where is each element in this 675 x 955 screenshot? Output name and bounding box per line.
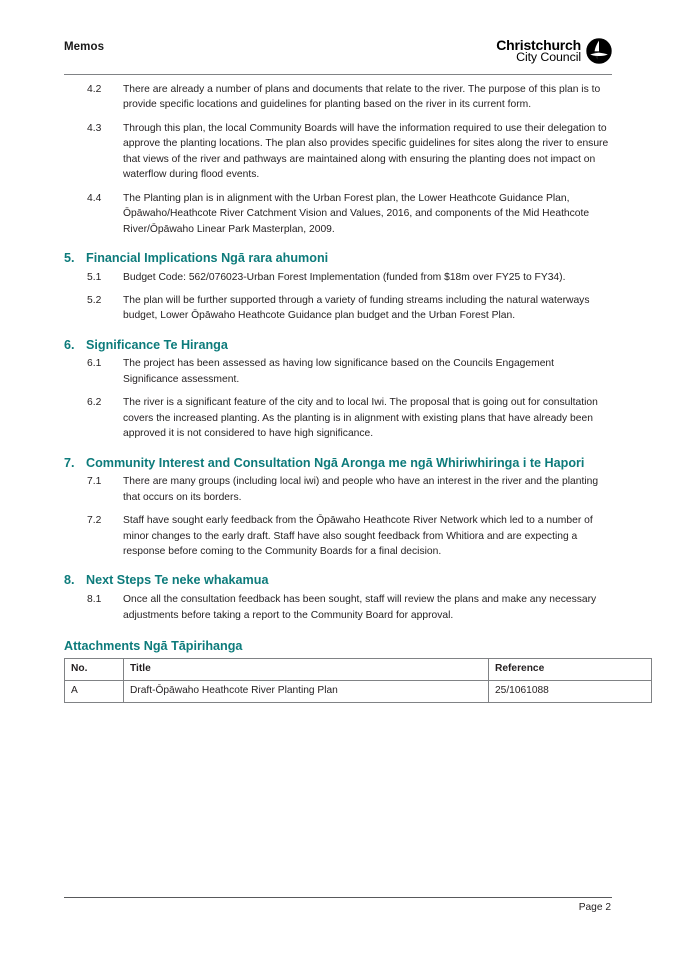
- clause-number: 4.2: [87, 84, 102, 95]
- attachments-heading: Attachments Ngā Tāpirihanga: [64, 638, 243, 653]
- column-header-title: Title: [124, 659, 489, 681]
- document-body: [64, 82, 612, 703]
- clause-number: 8.1: [87, 594, 102, 606]
- clause-text: Staff have sought early feedback from the Ōpāwaho Heathcote River Network which led to a number of minor changes to the early draft. Staff have also sought feedback from Whitiora and are expecting a response before coming to the Community Boards for a final decision.: [123, 515, 593, 558]
- clause-text: Budget Code: 562/076023-Urban Forest Implementation (funded from $18m over FY25 to FY34).: [123, 271, 566, 283]
- section-heading-5: [64, 250, 612, 267]
- section-title: Community Interest and Consultation Ngā Aronga me ngā Whiriwhiringa i te Hapori: [86, 455, 585, 470]
- list-item: [64, 474, 612, 505]
- christchurch-city-council-logo-icon: [586, 38, 612, 64]
- clause-text: Once all the consultation feedback has been sought, staff will review the plans and make any necessary adjustments before taking a report to the Community Board for approval.: [123, 594, 597, 621]
- list-item: [64, 513, 612, 559]
- clause-text: The river is a significant feature of the city and to local Iwi. The proposal that is going out for consultation covers the increased planting. As the planting is in alignment with existing plans that have already been approved it is not considered to have high significance.: [123, 397, 598, 440]
- table-row: [65, 681, 652, 703]
- list-item: [64, 82, 612, 113]
- list-item: [64, 191, 612, 237]
- cell-reference: 25/1061088: [489, 681, 652, 703]
- clause-text: The plan will be further supported through a variety of funding streams including the natural waterways budget, Lower Ōpāwaho Heathcote Guidance plan budget and the Urban Forest Plan.: [123, 294, 590, 322]
- table-header-row: [65, 659, 652, 681]
- list-item: [64, 395, 612, 441]
- cell-title: Draft-Ōpāwaho Heathcote River Planting Plan: [124, 681, 489, 703]
- section-number: 8.: [64, 573, 75, 588]
- section-heading-8: [64, 572, 612, 589]
- brand-lockup: [496, 38, 612, 64]
- clause-number: 5.1: [87, 271, 102, 283]
- page-header: [64, 38, 612, 74]
- section-number: 5.: [64, 250, 75, 265]
- section-title: Financial Implications Ngā rara ahumoni: [86, 250, 329, 265]
- page-number: Page 2: [578, 902, 611, 913]
- clause-text: There are many groups (including local iwi) and people who have an interest in the river and the planting that occurs on its borders.: [123, 476, 599, 503]
- list-item: [64, 270, 612, 285]
- clause-number: 4.4: [87, 192, 102, 204]
- attachments-table: [64, 658, 652, 703]
- clause-text: There are already a number of plans and documents that relate to the river. The purpose of this plan is to provide specific locations and guidelines for planting based on the river in its current form.: [123, 84, 601, 111]
- footer-divider: [64, 897, 612, 898]
- page-title: Memos: [64, 41, 105, 53]
- clause-number: 6.1: [87, 358, 102, 370]
- section-number: 7.: [64, 455, 75, 470]
- list-item: [64, 293, 612, 324]
- clause-text: The Planting plan is in alignment with the Urban Forest plan, the Lower Heathcote Guidance Plan, Ōpāwaho/Heathcote River Catchment Vision and Values, 2016, and components of the Mid Heathcote River/Ōpāwaho Linear Park Masterplan, 2009.: [123, 192, 590, 235]
- brand-line-city-council: City Council: [516, 50, 581, 65]
- section-number: 6.: [64, 337, 75, 352]
- clause-text: The project has been assessed as having low significance based on the Councils Engagement Significance assessment.: [123, 358, 555, 385]
- clause-number: 7.1: [87, 476, 102, 488]
- column-header-no: No.: [65, 659, 124, 681]
- cell-no: A: [65, 681, 124, 703]
- list-item: [64, 356, 612, 387]
- clause-text: Through this plan, the local Community Boards will have the information required to use their delegation to approve the planting locations. The plan also provides specific guidelines for sites along the river to ensure that views of the river and pathways are maintained along with ensuring the planting does not impact on waterflow during flood events.: [123, 122, 609, 181]
- section-title: Significance Te Hiranga: [86, 337, 228, 352]
- brand-line-christchurch: Christchurch: [496, 37, 581, 54]
- clause-number: 5.2: [87, 294, 102, 306]
- clause-number: 7.2: [87, 515, 102, 527]
- list-item: [64, 592, 612, 623]
- section-heading-7: [64, 455, 612, 472]
- list-item: [64, 121, 612, 183]
- clause-number: 6.2: [87, 397, 102, 409]
- header-divider: [64, 74, 612, 75]
- section-heading-6: [64, 337, 612, 354]
- section-title: Next Steps Te neke whakamua: [86, 573, 269, 588]
- brand-wordmark: [496, 38, 581, 64]
- column-header-reference: Reference: [489, 659, 652, 681]
- clause-number: 4.3: [87, 122, 102, 134]
